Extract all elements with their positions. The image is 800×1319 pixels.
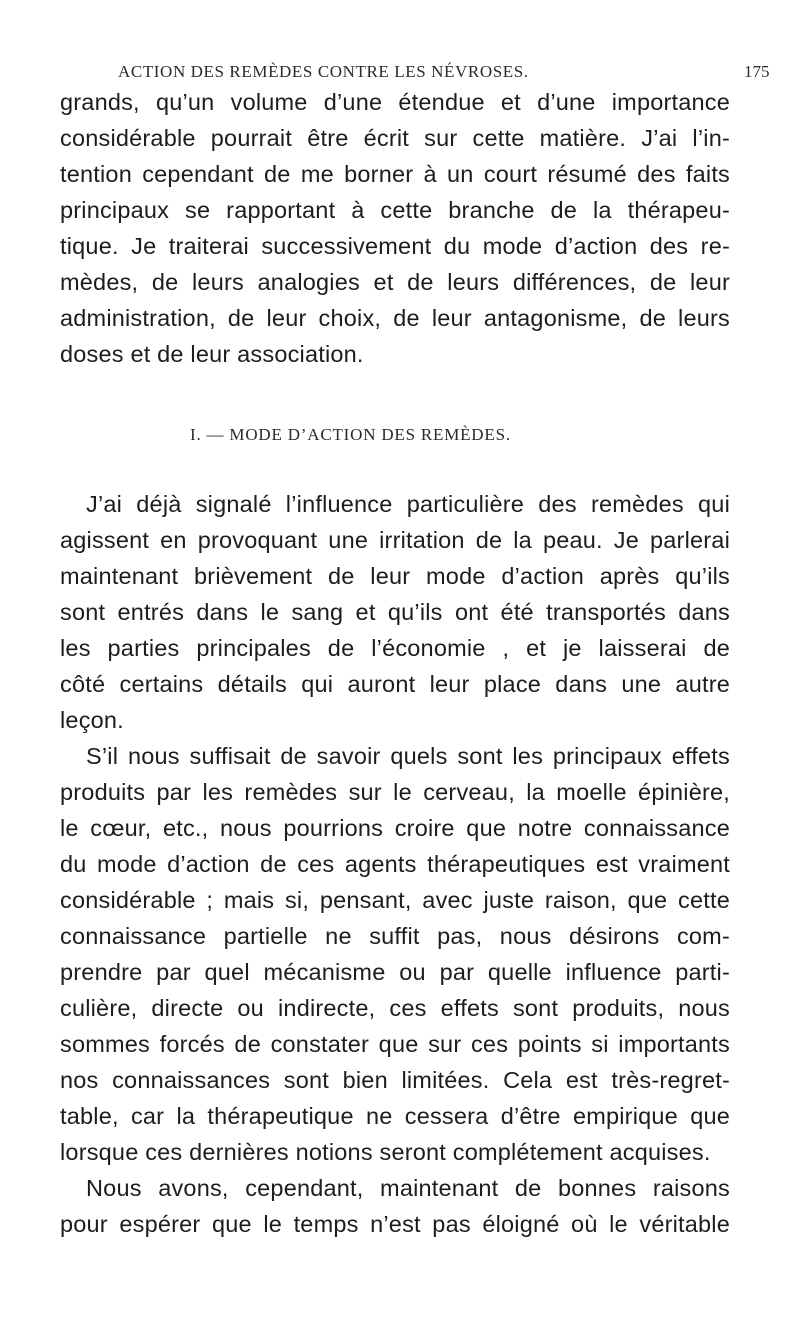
text-line: côté certains détails qui auront leur place dans une autre xyxy=(60,671,730,697)
text-line: sommes forcés de constater que sur ces points si importants xyxy=(60,1031,730,1057)
text-line: Nous avons, cependant, maintenant de bonnes raisons xyxy=(86,1175,730,1201)
text-line: nos connaissances sont bien limitées. Cela est très-regret- xyxy=(60,1067,730,1093)
text-line: produits par les remèdes sur le cerveau, la moelle épinière, xyxy=(60,779,730,805)
text-line: table, car la thérapeutique ne cessera d’être empirique que xyxy=(60,1103,730,1129)
text-line: le cœur, etc., nous pourrions croire que notre connaissance xyxy=(60,815,730,841)
page-number: 175 xyxy=(744,62,770,81)
text-line: prendre par quel mécanisme ou par quelle influence parti- xyxy=(60,959,730,985)
paragraph-3 xyxy=(60,738,730,1170)
text-line: doses et de leur association. xyxy=(60,341,364,367)
text-line: connaissance partielle ne suffit pas, nous désirons com- xyxy=(60,923,730,949)
text-line: culière, directe ou indirecte, ces effets sont produits, nous xyxy=(60,995,730,1021)
text-line: considérable ; mais si, pensant, avec juste raison, que cette xyxy=(60,887,730,913)
text-line: S’il nous suffisait de savoir quels sont les principaux effets xyxy=(86,743,730,769)
text-line: du mode d’action de ces agents thérapeutiques est vraiment xyxy=(60,851,730,877)
text-line: considérable pourrait être écrit sur cette matière. J’ai l’in- xyxy=(60,125,730,151)
text-line: mèdes, de leurs analogies et de leurs différences, de leur xyxy=(60,269,730,295)
text-line: sont entrés dans le sang et qu’ils ont été transportés dans xyxy=(60,599,730,625)
text-line: principaux se rapportant à cette branche de la thérapeu- xyxy=(60,197,730,223)
text-line: tention cependant de me borner à un court résumé des faits xyxy=(60,161,730,187)
paragraph-1 xyxy=(60,84,730,372)
paragraph-2 xyxy=(60,486,730,738)
text-line: tique. Je traiterai successivement du mode d’action des re- xyxy=(60,233,730,259)
text-line: maintenant brièvement de leur mode d’action après qu’ils xyxy=(60,563,730,589)
paragraph-4 xyxy=(60,1170,730,1242)
text-line: administration, de leur choix, de leur antagonisme, de leurs xyxy=(60,305,730,331)
text-line: les parties principales de l’économie , et je laisserai de xyxy=(60,635,730,661)
text-line: agissent en provoquant une irritation de la peau. Je parlerai xyxy=(60,527,730,553)
text-line: J’ai déjà signalé l’influence particulière des remèdes qui xyxy=(86,491,730,517)
text-line: pour espérer que le temps n’est pas éloigné où le véritable xyxy=(60,1211,730,1237)
running-header: ACTION DES REMÈDES CONTRE LES NÉVROSES. xyxy=(118,62,529,81)
text-line: leçon. xyxy=(60,707,124,733)
text-line: lorsque ces dernières notions seront complétement acquises. xyxy=(60,1139,711,1165)
section-heading: I. — MODE D’ACTION DES REMÈDES. xyxy=(190,425,511,444)
text-line: grands, qu’un volume d’une étendue et d’une importance xyxy=(60,89,730,115)
